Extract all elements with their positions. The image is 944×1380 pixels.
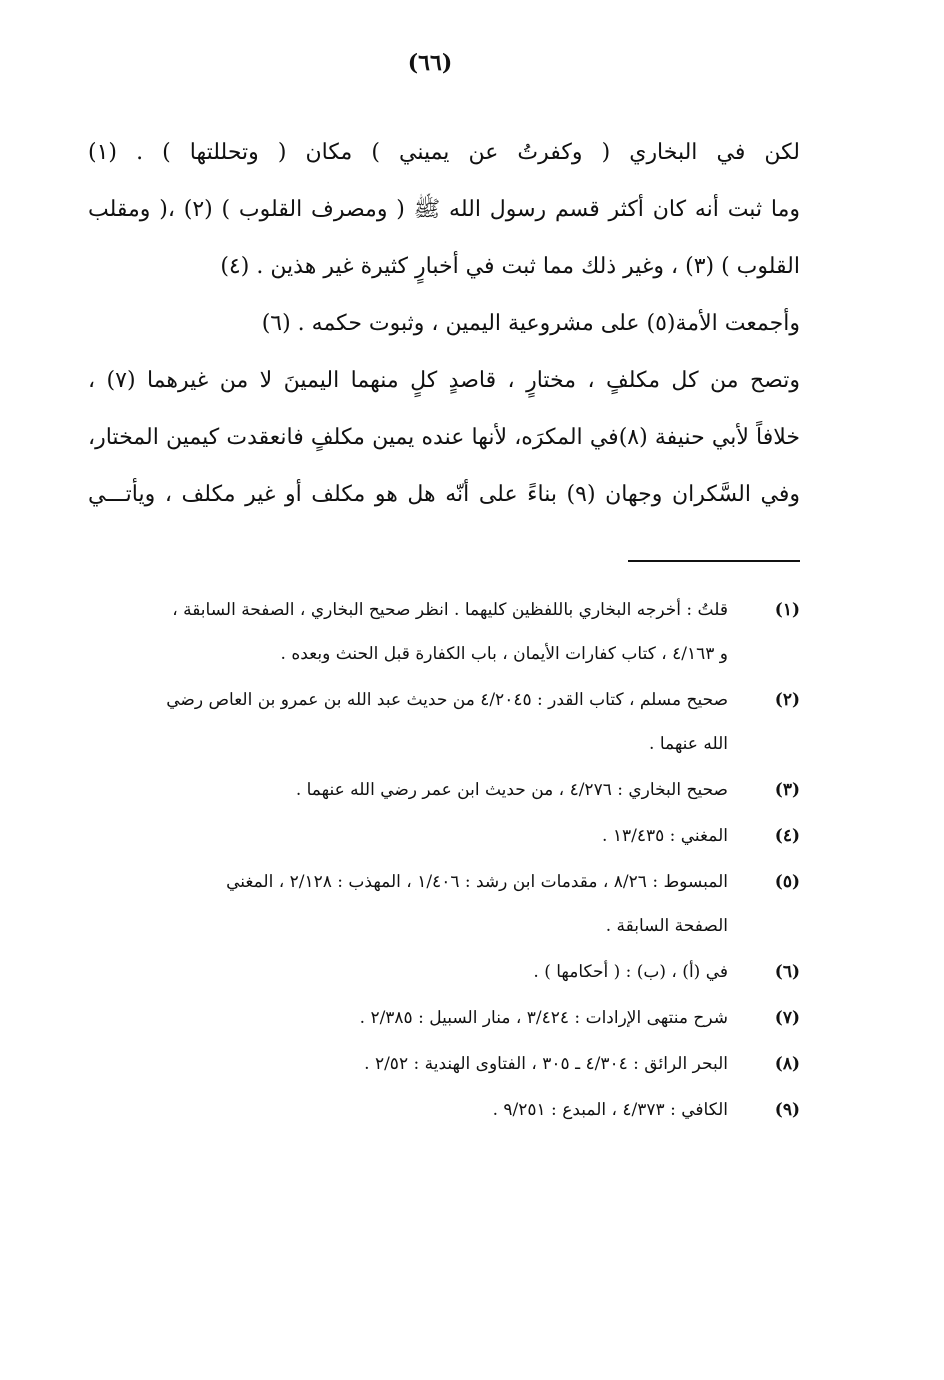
footnote-number: (٦) bbox=[774, 962, 800, 982]
footnote-line: البحر الرائق : ٤/٣٠٤ ـ ٣٠٥ ، الفتاوى الهندية : ٢/٥٢ . bbox=[364, 1054, 728, 1074]
footnote-line: الكافي : ٤/٣٧٣ ، المبدع : ٩/٢٥١ . bbox=[492, 1100, 728, 1120]
body-line: وفي السَّكران وجهان (٩) بناءً على أنّه هل هو مكلف أو غير مكلف ، ويأتـــي bbox=[88, 482, 800, 507]
footnote-text bbox=[84, 678, 728, 766]
body-line: وتصح من كل مكلفٍ ، مختارٍ ، قاصدٍ كلٍ منهما اليمينَ لا من غيرهما (٧) ، bbox=[88, 368, 800, 393]
footnote-text bbox=[84, 768, 728, 812]
footnote-text bbox=[84, 996, 728, 1040]
footnote-number: (٢) bbox=[774, 690, 800, 710]
body-line: لكن في البخاري ( وكفرتُ عن يميني ) مكان ( وتحللتها ) . (١) bbox=[88, 140, 800, 165]
footnote bbox=[84, 1088, 800, 1132]
footnote-text bbox=[84, 814, 728, 858]
footnote-line: قلتُ : أخرجه البخاري باللفظين كليهما . انظر صحيح البخاري ، الصفحة السابقة ، bbox=[172, 600, 728, 620]
body-line: خلافاً لأبي حنيفة (٨)في المكرَه، لأنها عنده يمين مكلفٍ فانعقدت كيمين المختار، bbox=[88, 425, 800, 450]
footnote-line: الله عنهما . bbox=[649, 734, 728, 754]
footnote-line: الصفحة السابقة . bbox=[605, 916, 728, 936]
footnote-text bbox=[84, 588, 728, 676]
footnote-number: (٥) bbox=[774, 872, 800, 892]
footnote bbox=[84, 950, 800, 994]
footnote bbox=[84, 768, 800, 812]
page-number: (٦٦) bbox=[407, 50, 453, 76]
footnote-line: و ٤/١٦٣ ، كتاب كفارات الأيمان ، باب الكفارة قبل الحنث وبعده . bbox=[280, 644, 728, 664]
footnote-number: (٤) bbox=[774, 826, 800, 846]
footnote-line: صحيح البخاري : ٤/٢٧٦ ، من حديث ابن عمر رضي الله عنهما . bbox=[295, 780, 728, 800]
footnote-line: المغني : ١٣/٤٣٥ . bbox=[602, 826, 728, 846]
footnote-number: (١) bbox=[774, 600, 800, 620]
main-text bbox=[88, 124, 800, 523]
footnote-number: (٩) bbox=[774, 1100, 800, 1120]
footnote-line: صحيح مسلم ، كتاب القدر : ٤/٢٠٤٥ من حديث عبد الله بن عمرو بن العاص رضي bbox=[166, 690, 728, 710]
footnote-text bbox=[84, 950, 728, 994]
footnote-line: في (أ) ، (ب) : ( أحكامها ) . bbox=[533, 962, 728, 982]
footnotes bbox=[84, 588, 800, 1132]
footnote bbox=[84, 860, 800, 948]
body-line: وأجمعت الأمة(٥) على مشروعية اليمين ، وثبوت حكمه . (٦) bbox=[261, 311, 800, 336]
footnote-line: المبسوط : ٨/٢٦ ، مقدمات ابن رشد : ١/٤٠٦ ، المهذب : ٢/١٢٨ ، المغني bbox=[226, 872, 728, 892]
footnote-line: شرح منتهى الإرادات : ٣/٤٢٤ ، منار السبيل : ٢/٣٨٥ . bbox=[359, 1008, 728, 1028]
footnote-text bbox=[84, 1088, 728, 1132]
footnote bbox=[84, 1042, 800, 1086]
footnote bbox=[84, 678, 800, 766]
footnote-number: (٧) bbox=[774, 1008, 800, 1028]
footnote-separator bbox=[628, 560, 800, 562]
footnote bbox=[84, 588, 800, 676]
footnote bbox=[84, 814, 800, 858]
footnote-text bbox=[84, 860, 728, 948]
footnote-number: (٣) bbox=[774, 780, 800, 800]
body-line: القلوب ) (٣) ، وغير ذلك مما ثبت في أخبارٍ كثيرة غير هذين . (٤) bbox=[220, 254, 800, 279]
footnote bbox=[84, 996, 800, 1040]
body-line: وما ثبت أنه كان أكثر قسم رسول الله ﷺ ( ومصرف القلوب ) (٢) ،( ومقلب bbox=[88, 197, 800, 222]
footnote-text bbox=[84, 1042, 728, 1086]
footnote-number: (٨) bbox=[774, 1054, 800, 1074]
